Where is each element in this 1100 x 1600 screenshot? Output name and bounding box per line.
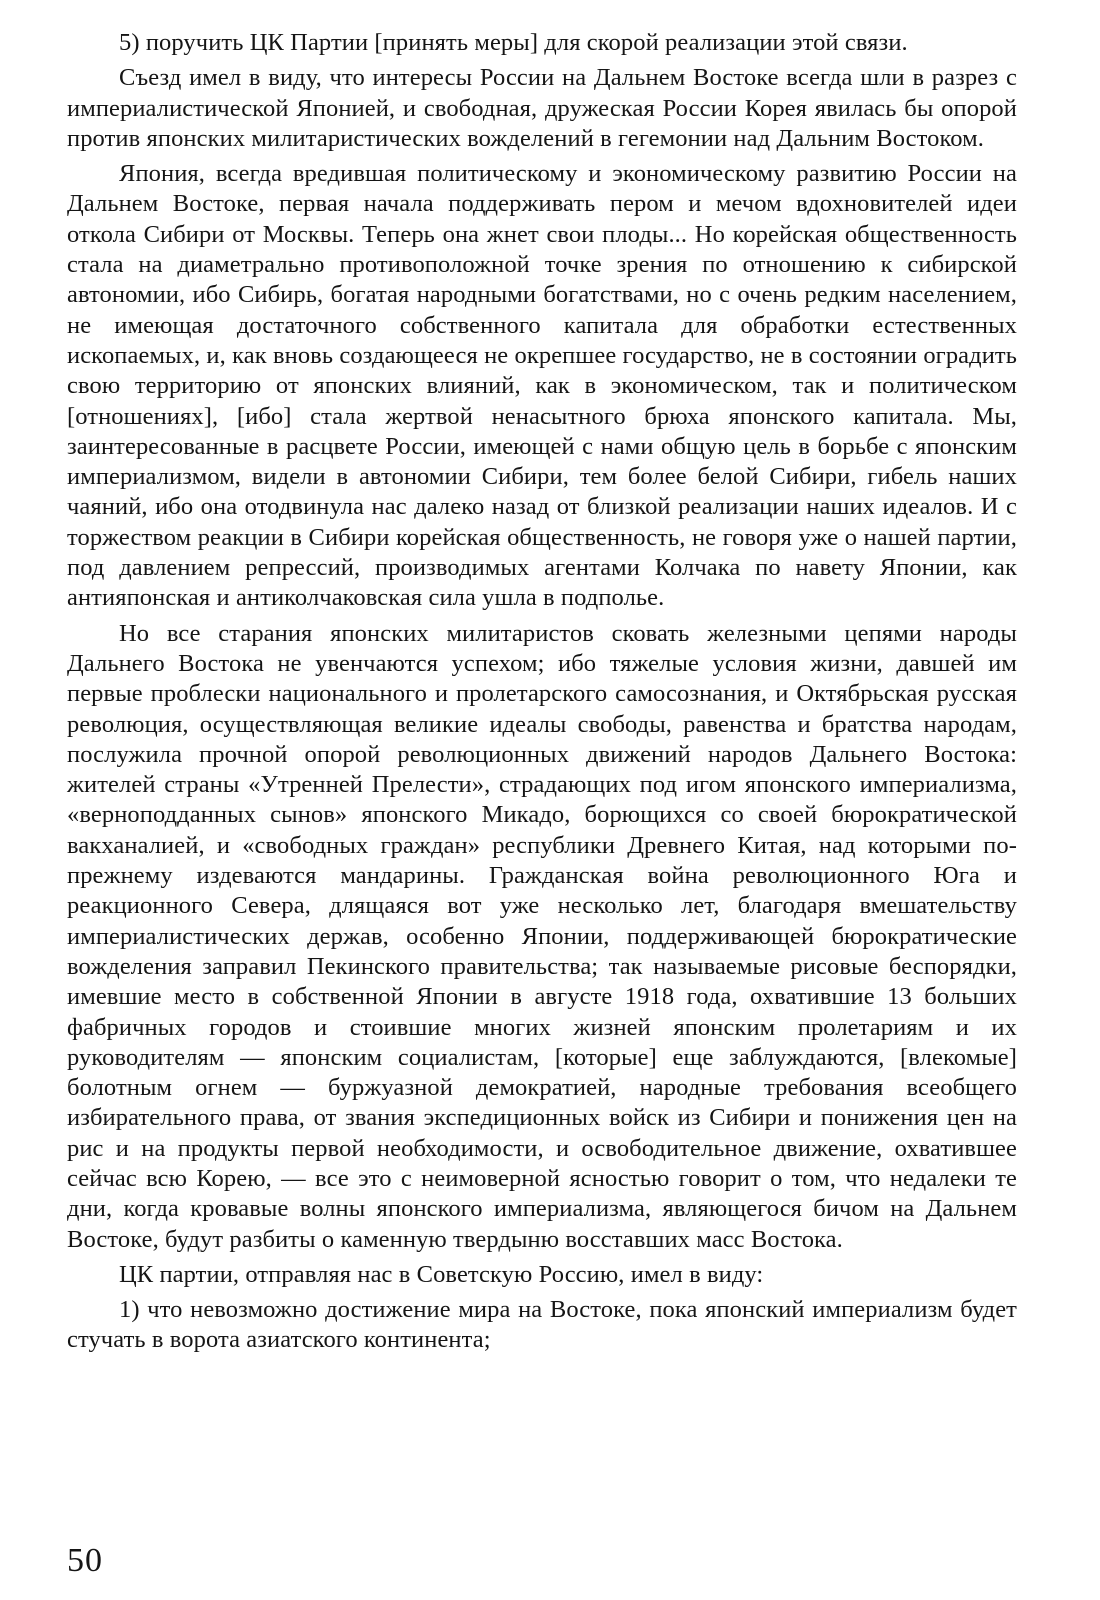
list-item-point-1: 1) что невозможно достижение мира на Востоке, пока японский империализм будет стучать в ворота азиатского континента; <box>67 1296 1017 1354</box>
paragraph-congress-view: Съезд имел в виду, что интересы России на Дальнем Востоке всегда шли в разрез с империалистической Японией, и свободная, дружеская России Корея явилась бы опорой против японских милитаристических вожделений в гегемонии над Дальним Востоком. <box>67 64 1017 152</box>
document-page <box>67 28 1017 1360</box>
paragraph-japan-siberia: Япония, всегда вредившая политическому и экономическому развитию России на Дальнем Востоке, первая начала поддерживать пером и мечом вдохновителей идеи откола Сибири от Москвы. Теперь она жнет свои плоды... Но корейская общественность стала на диаметрально противоположной точке зрения по отношению к сибирской автономии, ибо Сибирь, богатая народными богатствами, но с очень редким населением, не имеющая достаточного собственного капитала для обработки естественных ископаемых, и, как вновь создающееся не окрепшее государство, не в состоянии оградить свою территорию от японских влияний, как в экономическом, так и политическом [отношениях], [ибо] стала жертвой ненасытного брюха японского капитала. Мы, заинтересованные в расцвете России, имеющей с нами общую цель в борьбе с японским империализмом, видели в автономии Сибири, тем более белой Сибири, гибель наших чаяний, ибо она отодвинула нас далеко назад от близкой реализации наших идеалов. И с торжеством реакции в Сибири корейская общественность, не говоря уже о нашей партии, под давлением репрессий, производимых агентами Колчака по навету Японии, как антияпонская и антиколчаковская сила ушла в подполье. <box>67 160 1017 612</box>
list-item-point-5: 5) поручить ЦК Партии [принять меры] для скорой реализации этой связи. <box>119 29 908 56</box>
page-number: 50 <box>67 1542 103 1579</box>
paragraph-militarists: Но все старания японских милитаристов сковать железными цепями народы Дальнего Востока не увенчаются успехом; ибо тяжелые условия жизни, давшей им первые проблески национального и пролетарского самосознания, и Октябрьская русская революция, осуществляющая великие идеалы свободы, равенства и братства народам, послужила прочной опорой революционных движений народов Дальнего Востока: жителей страны «Утренней Прелести», страдающих под игом японского империализма, «верноподданных сынов» японского Микадо, борющихся со своей бюрократической вакханалией, и «свободных граждан» республики Древнего Китая, над которыми по-прежнему издеваются мандарины. Гражданская война революционного Юга и реакционного Севера, длящаяся вот уже несколько лет, благодаря вмешательству империалистических держав, особенно Японии, поддерживающей бюрократические вожделения заправил Пекинского правительства; так называемые рисовые беспорядки, имевшие место в собственной Японии в августе 1918 года, охватившие 13 больших фабричных городов и стоившие многих жизней японским пролетариям и их руководителям — японским социалистам, [которые] еще заблуждаются, [влекомые] болотным огнем — буржуазной демократией, народные требования всеобщего избирательного права, от звания экспедиционных войск из Сибири и понижения цен на рис и на продукты первой необходимости, и освободительное движение, охватившее сейчас всю Корею, — все это с неимоверной ясностью говорит о том, что недалеки те дни, когда кровавые волны японского империализма, являющегося бичом на Дальнем Востоке, будут разбиты о каменную твердыню восставших масс Востока. <box>67 619 1017 1253</box>
paragraph-cc-intent: ЦК партии, отправляя нас в Советскую Россию, имел в виду: <box>119 1260 764 1288</box>
